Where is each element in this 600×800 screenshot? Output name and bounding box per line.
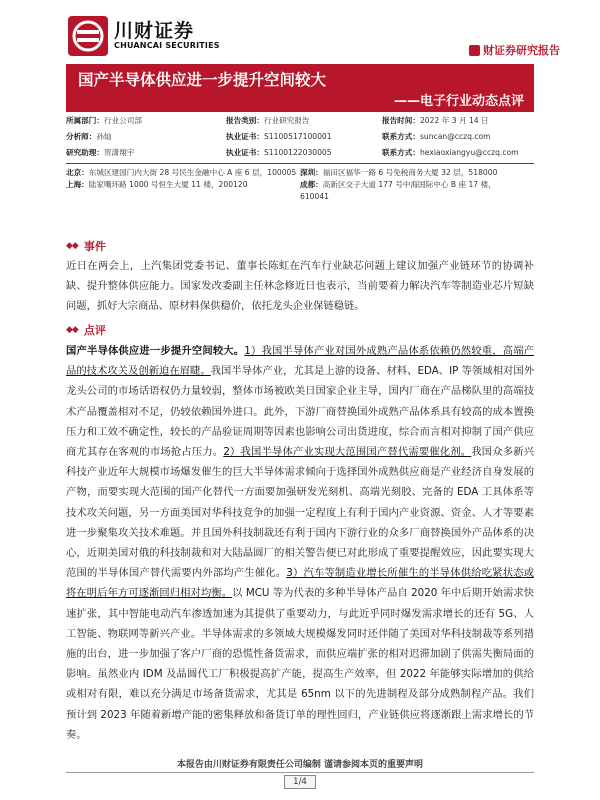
assistant-cert-value: S1100122030005	[263, 147, 332, 157]
page-number: 1/4	[284, 775, 316, 789]
section-bullet-icon: ◆◆	[66, 325, 78, 335]
info-divider	[66, 163, 534, 164]
date-key: 报告时间：	[382, 115, 420, 125]
assistant-cert-key: 执业证书：	[226, 147, 264, 157]
chengdu-key: 成都：	[300, 179, 323, 189]
category-value: 行业研究报告	[263, 115, 310, 125]
report-type-badge	[469, 42, 560, 58]
footer-disclaimer: 本报告由川财证券有限责任公司编制 谨请参阅本页的重要声明	[176, 760, 424, 770]
info-row-assistant	[66, 144, 534, 160]
analyst-cert-key: 执业证书：	[226, 131, 264, 141]
event-section-header	[66, 238, 106, 254]
assistant-contact-key: 联系方式：	[382, 147, 420, 157]
point-3-heading: 3）汽车等制造业增长所催生的半导体供给吃紧状态或将在明后年方可逐渐回归相对均衡。	[66, 567, 534, 600]
point-2-heading: 2）我国半导体产业实现大范围国产替代需要催化剂。	[223, 446, 472, 459]
address-row-2	[66, 178, 534, 190]
beijing-address: 东城区建国门内大街 28 号民生金融中心 A 座 6 层，100005	[88, 167, 297, 177]
point-3-body: 以 MCU 等为代表的多种半导体产品自 2020 年中后期开始需求快速扩张，其中智能电动汽车渗透加速为其提供了重要动力，与此近乎同时爆发需求增长的还有 5G、人工智能、物联网等新兴产业。半导体需求的多领域大规模爆发同时还伴随了美国对华科技制裁等系列措施的出台，进一步加强了客户厂商的恐慌性备货需求，而供应端扩张的相对迟滞加剧了供需失衡局面的影响。虽然业内 IDM 及晶圆代工厂积极提高扩产能，提高生产效率，但 2022 年能够实际增加的供给或相对有限，难以充分满足市场备货需求，尤其是 65nm 以下的先进制程及部分成熟制程产品。我们预计到 2023 年随着新增产能的密集释放和备货订单的理性回归，产业链供应将逐渐跟上需求增长的节奏。	[66, 587, 534, 741]
point-1-body: 我国半导体产业，尤其是上游的设备、材料、EDA、IP 等领域相对国外龙头公司的市场话语权仍力量较弱，整体市场被欧美日国家企业主导，国内厂商在产品梯队里的高端技术产品覆盖相对不足，仍较依赖国外进口。此外，下游厂商替换国外成熟产品体系具有较高的成本置换压力和工效不确定性，较长的产品验证周期等因素也影响公司出货进度，综合而言相对抑制了国产供应商尤其存在客观的市场抢占压力。	[66, 365, 534, 459]
analyst-contact-value[interactable]: suncan@cczq.com	[419, 131, 491, 141]
analyst-key: 分析师：	[66, 131, 97, 141]
point-2-body: 我国众多新兴科技产业近年大规模市场爆发催生的巨大半导体需求倾向于选择国外成熟供应商是产业经济自身发展的产物，而要实现大范围的国产化替代一方面要加强研发光刻机、高端光刻胶、完备的 EDA 工具体系等技术攻关问题，另一方面美国对华科技竞争的加强一定程度上有利于国内产业资源、资金、人才等要素进一步聚集攻关技术难题。并且国外科技制裁还有利于国内下游行业的众多厂商替换国外产品体系的决心，近期美国对俄的科技制裁和对大陆晶圆厂的相关警告便已对此形成了重要提醒效应，因此要实现大范围的半导体国产替代需要内外部均产生催化。	[66, 446, 534, 580]
assistant-value: 贺潇翔宇	[103, 147, 135, 157]
info-row-analyst	[66, 128, 534, 144]
comment-section-title: 点评	[83, 324, 106, 337]
report-title: 国产半导体供应进一步提升空间较大	[78, 71, 327, 89]
analyst-contact-key: 联系方式：	[382, 131, 420, 141]
footer-divider	[66, 772, 534, 773]
shenzhen-key: 深圳：	[300, 167, 323, 177]
dept-value: 行业公司部	[103, 115, 142, 125]
chengdu-address: 高新区交子大道 177 号中海国际中心 B 座 17 楼，	[322, 179, 496, 189]
comment-lead: 国产半导体供应进一步提升空间较大。	[66, 345, 245, 357]
event-paragraph: 近日在两会上，上汽集团党委书记、董事长陈虹在汽车行业缺芯问题上建议加强产业链环节的协调补缺、提升整体供应能力。国家发改委副主任林念修近日也表示，当前要着力解决汽车等制造业芯片短缺问题，抓好大宗商品、原材料保供稳价，依托龙头企业保链稳链。	[66, 260, 534, 313]
section-bullet-icon: ◆◆	[66, 241, 78, 251]
brand-name-cn: 川财证券	[114, 20, 195, 42]
report-badge-icon	[469, 45, 480, 56]
date-value: 2022 年 3 月 14 日	[419, 115, 489, 125]
beijing-key: 北京：	[66, 167, 89, 177]
category-key: 报告类别：	[226, 115, 264, 125]
point-1-heading: 1）我国半导体产业对国外成熟产品体系依赖仍然较重，高端产品的技术攻关及创新迫在眉睫。	[66, 345, 535, 378]
dept-key: 所属部门：	[66, 115, 104, 125]
title-bar	[66, 64, 534, 112]
shenzhen-address: 福田区福华一路 6 号免税商务大厦 32 层，518000	[322, 167, 498, 177]
address-row-1	[66, 166, 534, 178]
info-row-dept	[66, 112, 534, 128]
event-section-title: 事件	[83, 240, 106, 253]
analyst-value: 孙灿	[96, 131, 112, 141]
shanghai-address: 陆家嘴环路 1000 号恒生大厦 11 楼，200120	[88, 179, 248, 189]
assistant-key: 研究助理：	[66, 147, 104, 157]
shanghai-key: 上海：	[66, 179, 89, 189]
report-header	[0, 0, 600, 62]
analyst-cert-value: S1100517100001	[263, 131, 332, 141]
chuancai-logo-icon	[68, 16, 108, 56]
address-row-3	[66, 190, 534, 202]
report-info-block	[66, 112, 534, 202]
assistant-contact-value[interactable]: hexiaoxiangyu@cczq.com	[419, 147, 519, 157]
report-subtitle: ——电子行业动态点评	[393, 94, 524, 109]
report-type-label: 财证券研究报告	[483, 44, 560, 57]
brand-name-en: CHUANCAI SECURITIES	[114, 41, 220, 50]
comment-paragraph	[66, 321, 534, 745]
chengdu-zip: 610041	[300, 191, 329, 201]
